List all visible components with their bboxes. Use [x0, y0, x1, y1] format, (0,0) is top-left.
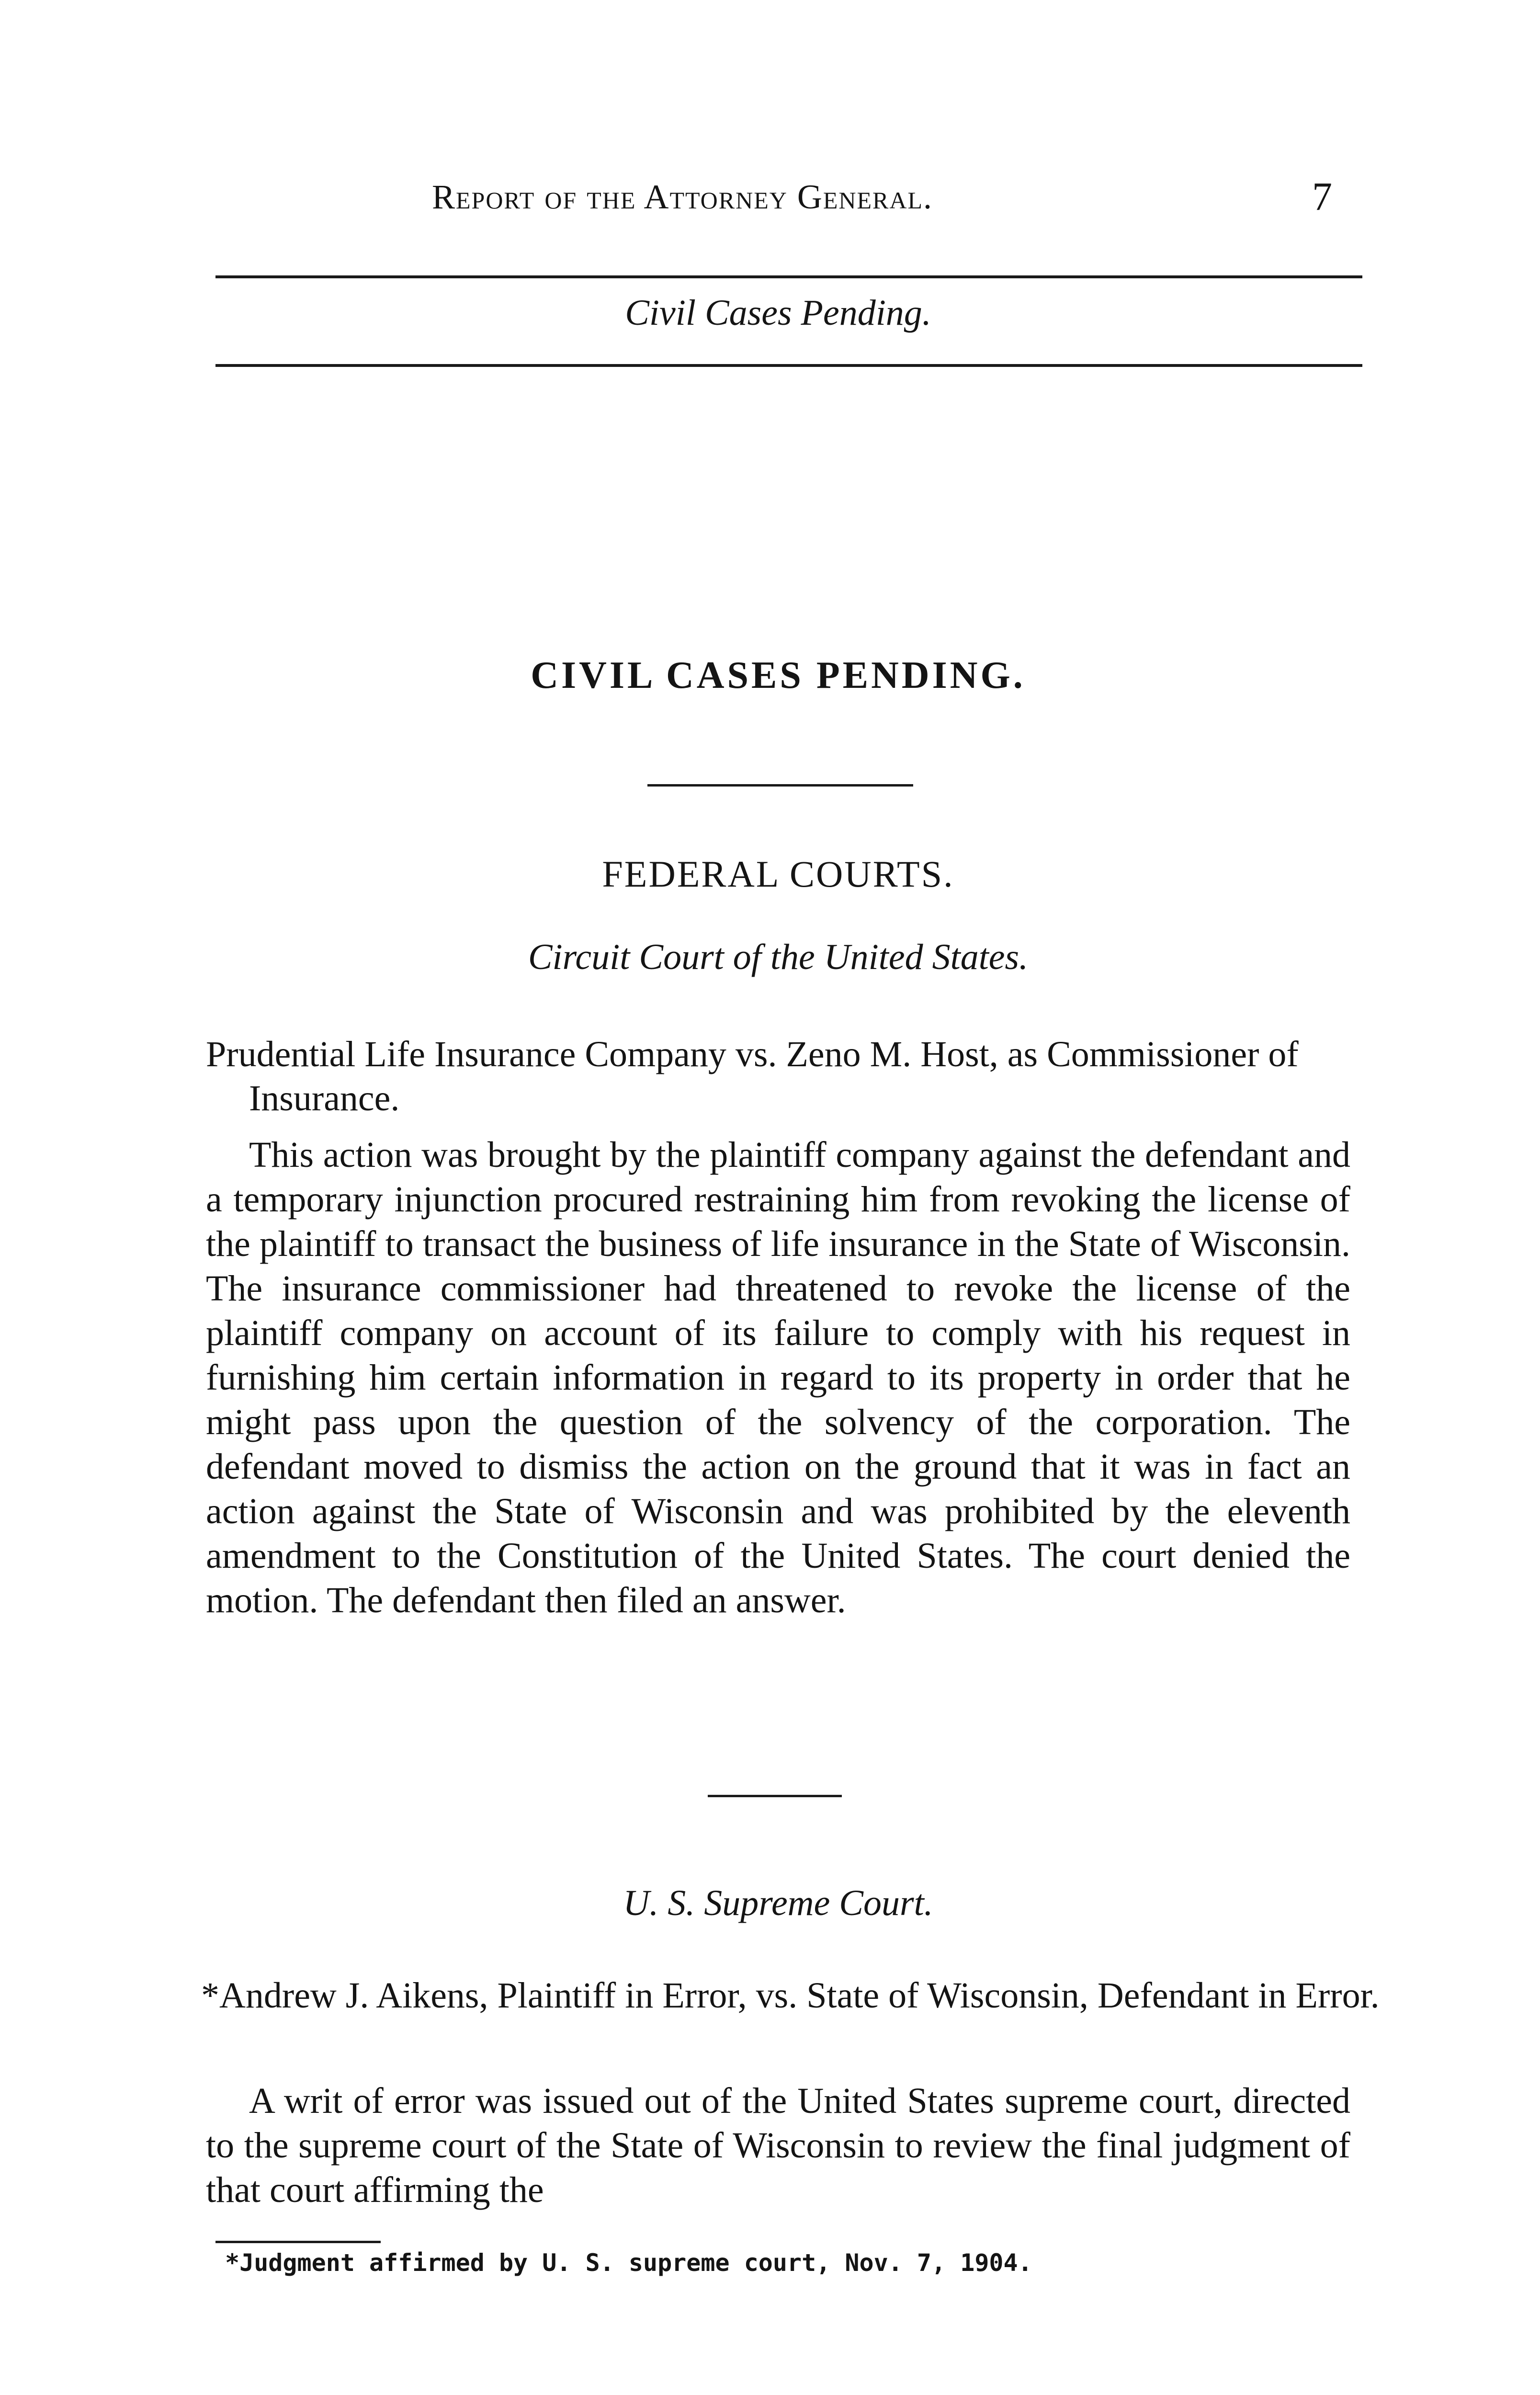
footnote-rule: [215, 2241, 381, 2243]
subheading-federal-courts: FEDERAL COURTS.: [602, 853, 954, 895]
page-number: 7: [1312, 174, 1332, 219]
page-title: CIVIL CASES PENDING.: [531, 654, 1026, 696]
footnote: *Judgment affirmed by U. S. supreme court, Nov. 7, 1904.: [225, 2249, 1032, 2277]
case-title-aikens: *Andrew J. Aikens, Plaintiff in Error, vs. State of Wisconsin, Defendant in Error.: [201, 1975, 1380, 2016]
court-heading-supreme: U. S. Supreme Court.: [623, 1883, 933, 1923]
title-divider: [647, 784, 913, 787]
case-body-prudential: This action was brought by the plaintiff company against the defendant and a temporary injunction procured restraining him from revoking the license of the plaintiff to transact the business of life insurance in the State of Wisconsin. The insurance commissioner had threatened to revoke the license of the plaintiff company on account of its failure to comply with his request in furnishing him certain information in regard to its property in order that he might pass upon the question of the solvency of the corporation. The defendant moved to dismiss the action on the ground that it was in fact an action against the State of Wisconsin and was prohibited by the eleventh amendment to the Constitution of the United States. The court denied the motion. The defendant then filed an answer.: [206, 1135, 1350, 1620]
case-body-aikens: A writ of error was issued out of the United States supreme court, directed to the supreme court of the State of Wisconsin to review the final judgment of that court affirming the: [206, 2081, 1350, 2210]
court-heading-circuit: Circuit Court of the United States.: [528, 937, 1029, 977]
case-title-prudential: Prudential Life Insurance Company vs. Zeno M. Host, as Commissioner of Insurance.: [206, 1034, 1299, 1118]
case-divider: [708, 1795, 842, 1797]
section-header: Civil Cases Pending.: [625, 293, 931, 333]
running-header-title: Report of the Attorney General.: [431, 178, 933, 216]
header-rule-bottom: [215, 364, 1362, 367]
header-rule-top: [215, 275, 1362, 278]
